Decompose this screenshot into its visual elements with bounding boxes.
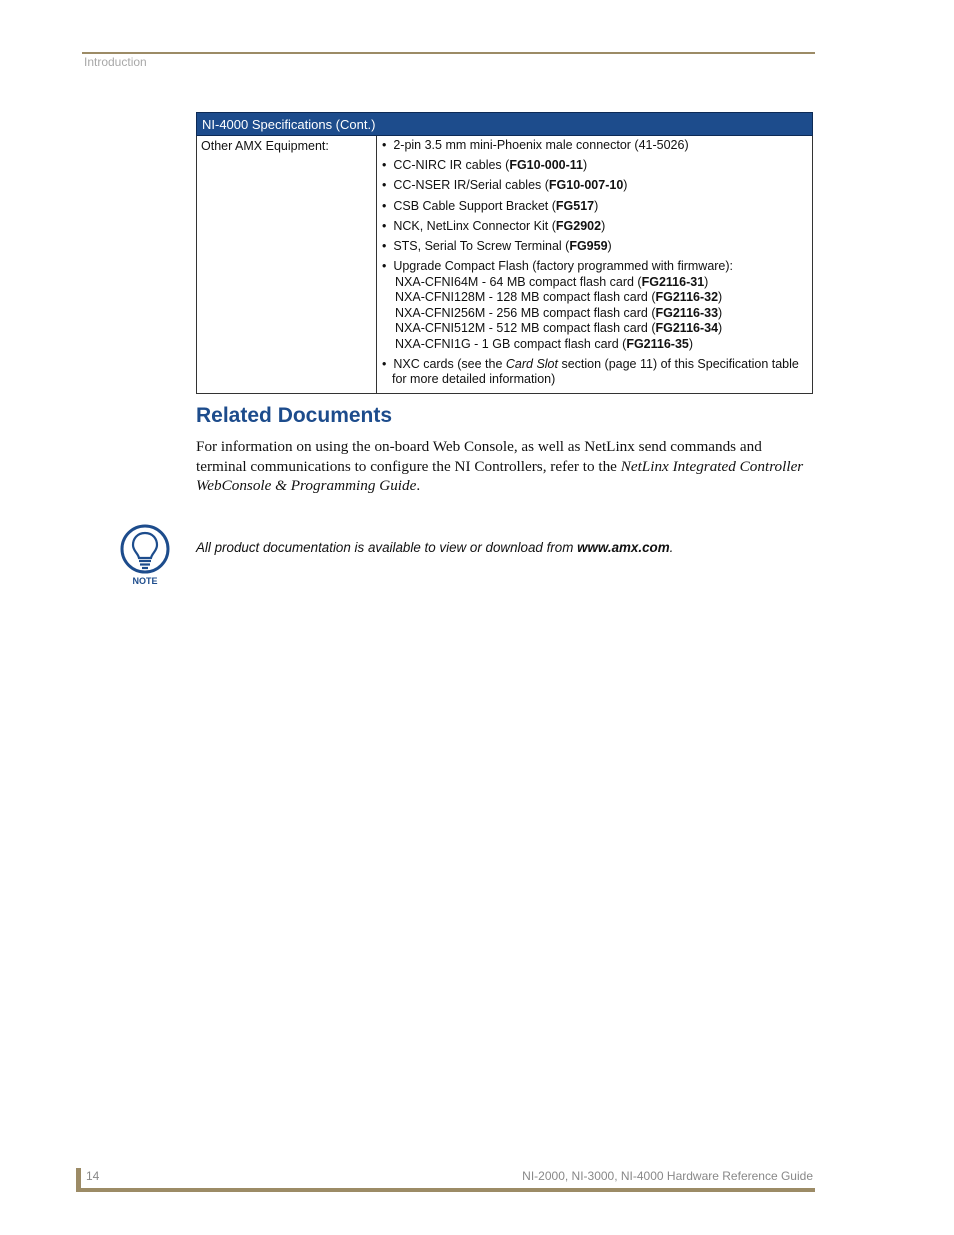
sub-item: NXA-CFNI512M - 512 MB compact flash card (FG2116-34) (395, 321, 723, 336)
part-number: FG2116-35 (626, 336, 689, 351)
specifications-table (196, 112, 813, 394)
document-title: NI-2000, NI-3000, NI-4000 Hardware Reference Guide (522, 1169, 813, 1183)
part-number: FG10-007-10 (548, 178, 624, 193)
sub-item: NXA-CFNI128M - 128 MB compact flash card (FG2116-32) (395, 290, 723, 305)
note-label: NOTE (132, 576, 158, 586)
table-title: NI-4000 Specifications (Cont.) (197, 113, 813, 136)
list-item: • Upgrade Compact Flash (factory programmed with firmware): NXA-CFNI64M - 64 MB compact flash card (FG2116-31) NXA-CFNI128M - 128 MB compact flash card (FG2116-32) NXA-CFNI256M - 256 MB compact flash card (FG2116-33) NXA-CFNI512M - 512 MB compact flash card (FG2116-34) NXA-CFNI1G - 1 GB compact flash card (FG2116-35) (382, 259, 808, 352)
table-row (197, 136, 813, 394)
part-number: FG2116-33 (655, 305, 719, 320)
part-number: FG2116-31 (641, 274, 705, 289)
guide-title: NetLinx Integrated Controller WebConsole & Programming Guide (196, 457, 804, 494)
list-item: • STS, Serial To Screw Terminal (FG959) (382, 238, 612, 253)
equipment-list (377, 136, 813, 394)
part-number: FG2902 (555, 218, 602, 233)
list-item: • CC-NSER IR/Serial cables (FG10-007-10) (382, 178, 628, 193)
part-number: FG517 (555, 198, 595, 213)
website-link[interactable]: www.amx.com (577, 540, 670, 555)
part-number: FG2116-34 (655, 321, 719, 336)
sub-item: NXA-CFNI64M - 64 MB compact flash card (FG2116-31) (395, 274, 709, 289)
list-item: • NCK, NetLinx Connector Kit (FG2902) (382, 218, 606, 233)
part-number: FG2116-32 (655, 290, 719, 305)
header-rule (82, 52, 815, 54)
running-header: Introduction (84, 55, 147, 69)
section-reference: Card Slot (505, 356, 558, 371)
list-item: • CSB Cable Support Bracket (FG517) (382, 198, 599, 213)
body-paragraph: For information on using the on-board Web Console, as well as NetLinx send commands and terminal communications to configure the NI Controllers, refer to the NetLinx Integrated Controller WebConsole & Programming Guide. (196, 438, 804, 494)
sub-item: NXA-CFNI1G - 1 GB compact flash card (FG2116-35) (395, 336, 694, 351)
list-item: • 2-pin 3.5 mm mini-Phoenix male connector (41-5026) (382, 138, 689, 152)
part-number: FG10-000-11 (509, 158, 583, 173)
footer-rule (76, 1188, 815, 1192)
note-lightbulb-icon (117, 524, 173, 588)
section-heading: Related Documents (196, 404, 393, 427)
list-item: • CC-NIRC IR cables (FG10-000-11) (382, 158, 588, 173)
part-number: FG959 (569, 238, 608, 253)
page-number: 14 (86, 1169, 100, 1183)
note-text: All product documentation is available to view or download from www.amx.com. (196, 540, 674, 555)
sub-item: NXA-CFNI256M - 256 MB compact flash card (FG2116-33) (395, 305, 723, 320)
row-label: Other AMX Equipment: (197, 136, 377, 394)
list-item: • NXC cards (see the Card Slot section (page 11) of this Specification table for more detailed information) (382, 356, 799, 387)
